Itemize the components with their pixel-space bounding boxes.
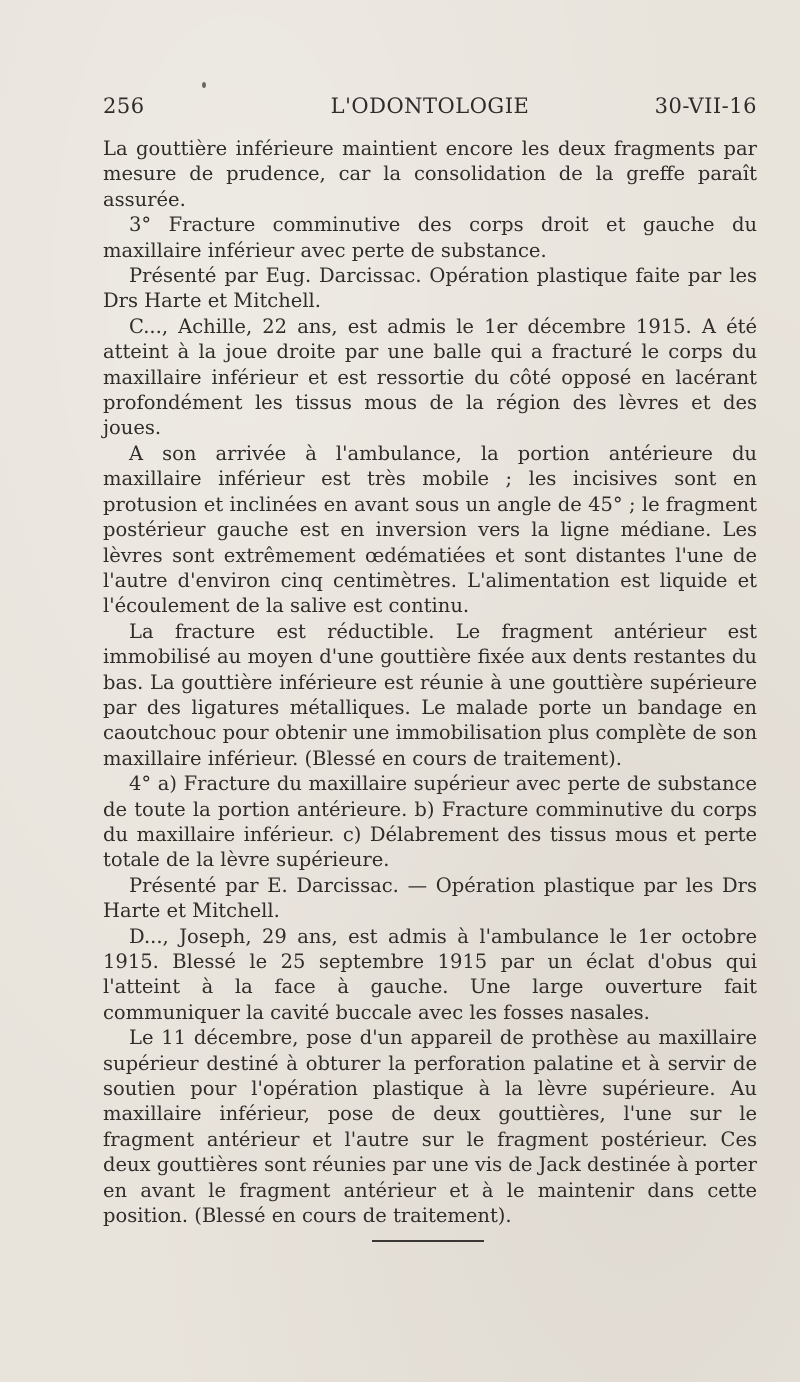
page-number: 256 bbox=[103, 94, 145, 118]
paragraph: C..., Achille, 22 ans, est admis le 1er décembre 1915. A été atteint à la joue droite par une balle qui a fracturé le corps du maxillaire inférieur et est ressortie du côté opposé en lacérant profondément les tissus mous de la région des lèvres et des joues. bbox=[103, 314, 757, 440]
journal-title: L'ODONTOLOGIE bbox=[330, 94, 530, 118]
paragraph: Le 11 décembre, pose d'un appareil de prothèse au maxillaire supérieur destiné à obturer la perforation palatine et à servir de soutien pour l'opération plastique à la lèvre supérieure. Au maxillaire inférieur, pose de deux gouttières, l'une sur le fragment antérieur et l'autre sur le fragment postérieur. Ces deux gouttières sont réunies par une vis de Jack destinée à porter en avant le fragment antérieur et à le maintenir dans cette position. (Blessé en cours de traitement). bbox=[103, 1026, 757, 1228]
section-end-rule bbox=[372, 1240, 484, 1242]
paragraph: La gouttière inférieure maintient encore les deux fragments par mesure de prudence, car la consolidation de la greffe paraît assurée. bbox=[103, 137, 757, 211]
paragraph: 4° a) Fracture du maxillaire supérieur avec perte de substance de toute la portion antérieure. b) Fracture comminutive du corps du maxillaire inférieur. c) Délabrement des tissus mous et perte totale de la lèvre supérieure. bbox=[103, 772, 757, 872]
issue-date: 30-VII-16 bbox=[654, 94, 757, 118]
article-body bbox=[103, 136, 757, 1228]
paragraph: D..., Joseph, 29 ans, est admis à l'ambulance le 1er octobre 1915. Blessé le 25 septembre 1915 par un éclat d'obus qui l'atteint à la face à gauche. Une large ouverture fait communiquer la cavité buccale avec les fosses nasales. bbox=[103, 924, 757, 1024]
paragraph: 3° Fracture comminutive des corps droit et gauche du maxillaire inférieur avec perte de substance. bbox=[103, 213, 757, 262]
paragraph: A son arrivée à l'ambulance, la portion antérieure du maxillaire inférieur est très mobile ; les incisives sont en protusion et inclinées en avant sous un angle de 45° ; le fragment postérieur gauche est en inversion vers la ligne médiane. Les lèvres sont extrêmement œdématiées et sont distantes l'une de l'autre d'environ cinq centimètres. L'alimentation est liquide et l'écoulement de la salive est continu. bbox=[103, 441, 757, 618]
running-header bbox=[103, 94, 757, 124]
ink-speck bbox=[202, 82, 206, 88]
paragraph: Présenté par Eug. Darcissac. Opération plastique faite par les Drs Harte et Mitchell. bbox=[103, 264, 757, 313]
paragraph: La fracture est réductible. Le fragment antérieur est immobilisé au moyen d'une gouttière fixée aux dents restantes du bas. La gouttière inférieure est réunie à une gouttière supérieure par des ligatures métalliques. Le malade porte un bandage en caoutchouc pour obtenir une immobilisation plus complète de son maxillaire inférieur. (Blessé en cours de traitement). bbox=[103, 619, 758, 770]
paragraph: Présenté par E. Darcissac. — Opération plastique par les Drs Harte et Mitchell. bbox=[103, 873, 757, 923]
